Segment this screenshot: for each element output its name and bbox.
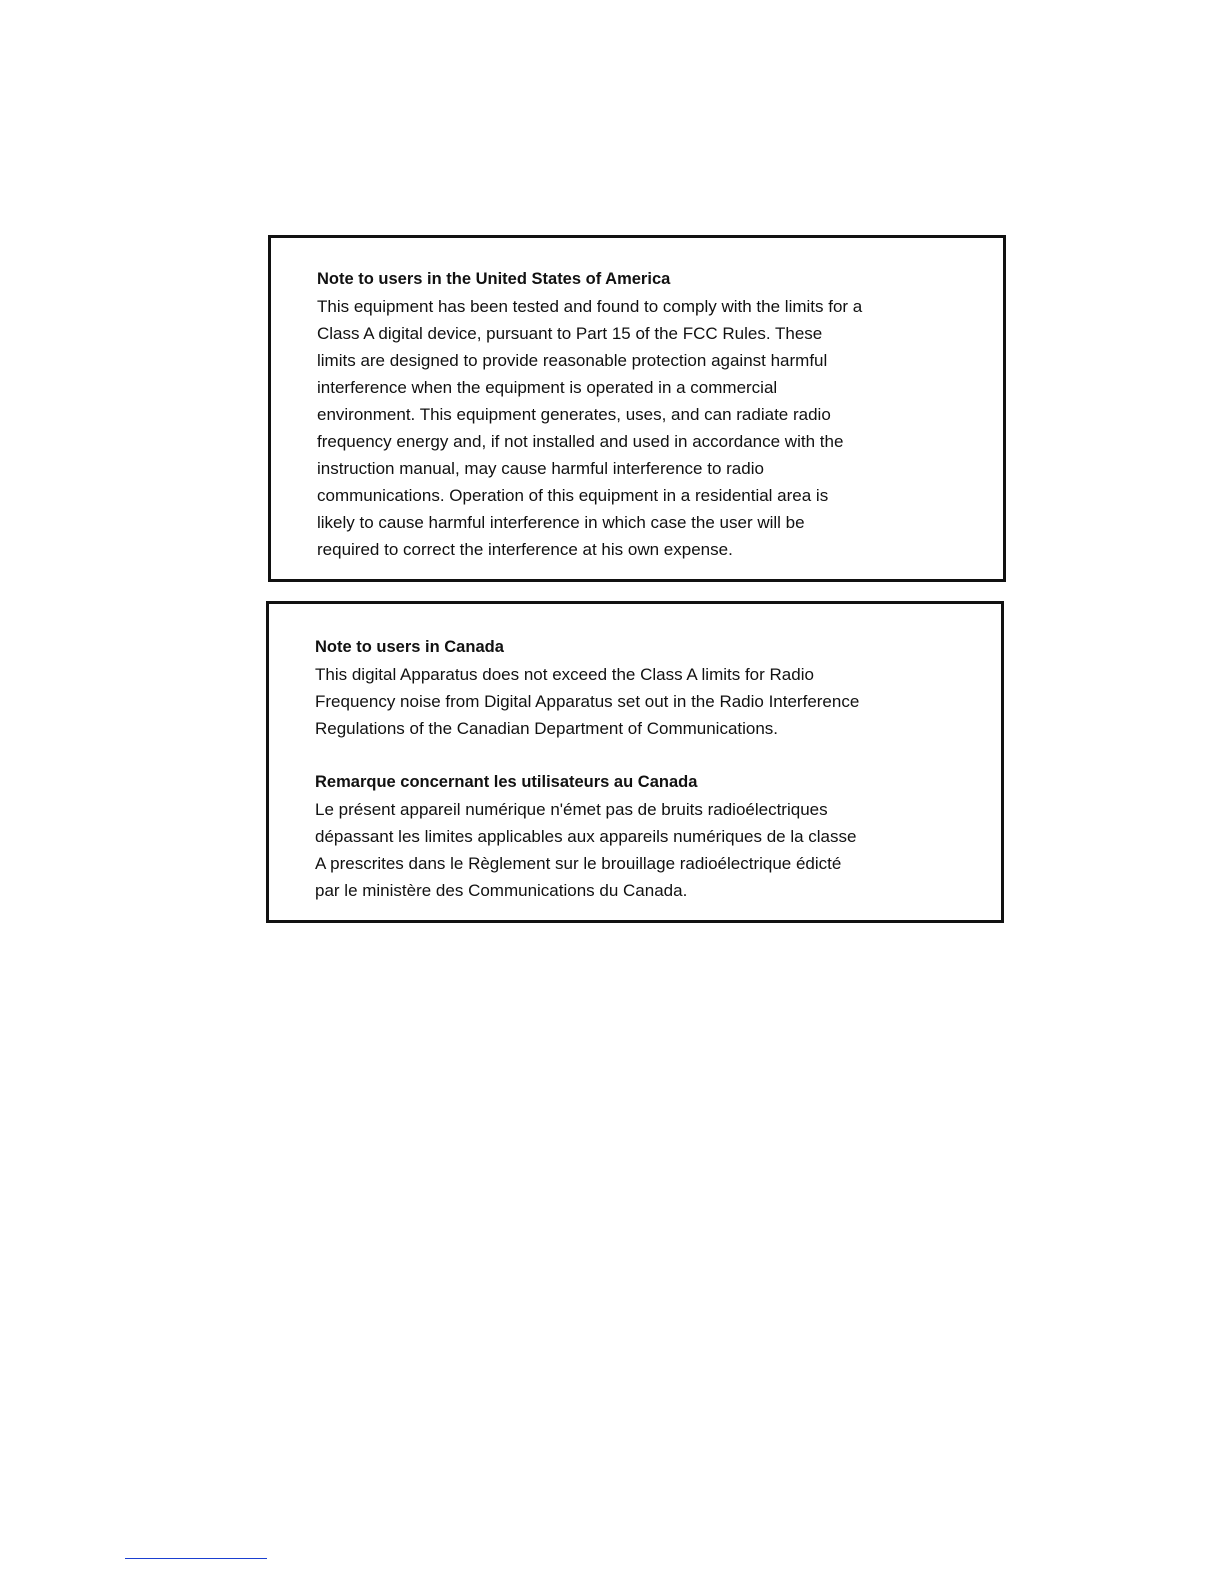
section-spacer [315, 742, 981, 769]
us-notice-line: limits are designed to provide reasonable protection against harmful [317, 351, 828, 370]
us-notice-line: environment. This equipment generates, uses, and can radiate radio [317, 405, 831, 424]
canada-french-line: Le présent appareil numérique n'émet pas de bruits radioélectriques [315, 800, 828, 819]
us-notice-line: interference when the equipment is operated in a commercial [317, 378, 778, 397]
us-notice-line: communications. Operation of this equipment in a residential area is [317, 486, 829, 505]
canada-french-line: A prescrites dans le Règlement sur le brouillage radioélectrique édicté [315, 854, 842, 873]
us-notice-line: instruction manual, may cause harmful interference to radio [317, 459, 764, 478]
canada-english-heading: Note to users in Canada [315, 638, 504, 656]
canada-english-line: Regulations of the Canadian Department of Communications. [315, 719, 779, 738]
us-notice-line: Class A digital device, pursuant to Part 15 of the FCC Rules. These [317, 324, 823, 343]
canada-english-line: Frequency noise from Digital Apparatus set out in the Radio Interference [315, 692, 860, 711]
us-fcc-notice-box [268, 235, 1006, 582]
canada-french-line: dépassant les limites applicables aux appareils numériques de la classe [315, 827, 857, 846]
canada-notice-box [266, 601, 1004, 923]
us-notice-line: frequency energy and, if not installed and used in accordance with the [317, 432, 844, 451]
canada-french-line: par le ministère des Communications du Canada. [315, 881, 688, 900]
canada-english-line: This digital Apparatus does not exceed the Class A limits for Radio [315, 665, 814, 684]
us-notice-line: This equipment has been tested and found to comply with the limits for a [317, 297, 863, 316]
footnote-divider [125, 1558, 267, 1559]
us-notice-line: required to correct the interference at his own expense. [317, 540, 733, 559]
canada-french-heading: Remarque concernant les utilisateurs au Canada [315, 773, 698, 791]
us-notice-heading: Note to users in the United States of America [317, 270, 671, 288]
us-notice-line: likely to cause harmful interference in which case the user will be [317, 513, 805, 532]
